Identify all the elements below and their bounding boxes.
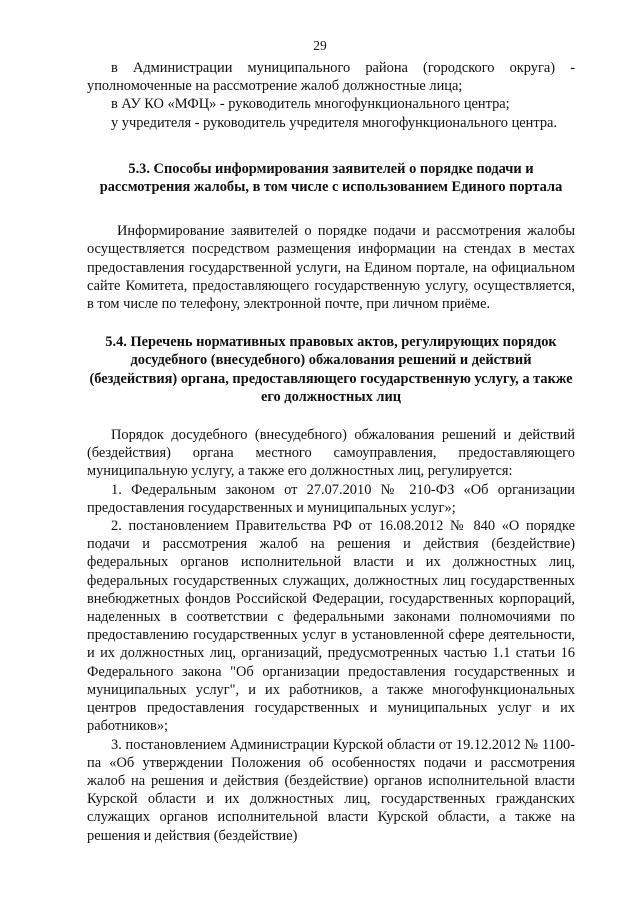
section-intro-5-4: Порядок досудебного (внесудебного) обжалования решений и действий (бездействия) органа местного самоуправления, предоставляющего муниципальную услугу, а также его должностных лиц, регулируется: [87,427,575,480]
page-content [87,59,575,845]
section-heading-5-3: 5.3. Способы информирования заявителей о порядке подачи и рассмотрения жалобы, в том числе с использованием Единого портала [99,160,563,196]
list-item: 2. постановлением Правительства РФ от 16.08.2012 № 840 «О порядке подачи и рассмотрения жалоб на решения и действия (бездействие) федеральных органов исполнительной власти и их должностных лиц, федеральных государственных служащих, должностных лиц государственных внебюджетных фондов Российской Федерации, государственных корпораций, наделенных в соответствии с федеральными законами полномочиями по предоставлению государственных услуг в установленной сфере деятельности, и их должностных лиц, организаций, предусмотренных частью 1.1 статьи 16 Федерального закона "Об организации предоставления государственных и муниципальных услуг", и их работников, а также многофункциональных центров предоставления государственных и муниципальных услуг и их работников»; [87,518,575,735]
list-item: в Администрации муниципального района (городского округа) - уполномоченные на рассмотрение жалоб должностные лица; [87,60,575,95]
list-item: в АУ КО «МФЦ» - руководитель многофункционального центра; [111,96,510,113]
list-item: 1. Федеральным законом от 27.07.2010 № 210-ФЗ «Об организации предоставления государственных и муниципальных услуг»; [87,481,575,516]
page-number: 29 [313,38,327,53]
section-heading-5-4: 5.4. Перечень нормативных правовых актов, регулирующих порядок досудебного (внесудебного) обжалования решений и действий (бездействия) органа, предоставляющего государственную услугу, а также его должностных лиц [89,334,573,405]
section-body-5-3: Информирование заявителей о порядке подачи и рассмотрения жалобы осуществляется посредством размещения информации на стендах в местах предоставления государственной услуги, на Едином портале, на официальном сайте Комитета, предоставляющего государственную услугу, осуществляется, в том числе по телефону, электронной почте, при личном приёме. [87,223,575,313]
list-item: у учредителя - руководитель учредителя многофункционального центра. [111,114,558,131]
list-item: 3. постановлением Администрации Курской области от 19.12.2012 № 1100-па «Об утверждении Положения об особенностях подачи и рассмотрения жалоб на решения и действия (бездействие) органов исполнительной власти Курской области и их должностных лиц, государственных гражданских служащих органов исполнительной власти Курской области, а также на решения и действия (бездействие) [87,736,575,844]
